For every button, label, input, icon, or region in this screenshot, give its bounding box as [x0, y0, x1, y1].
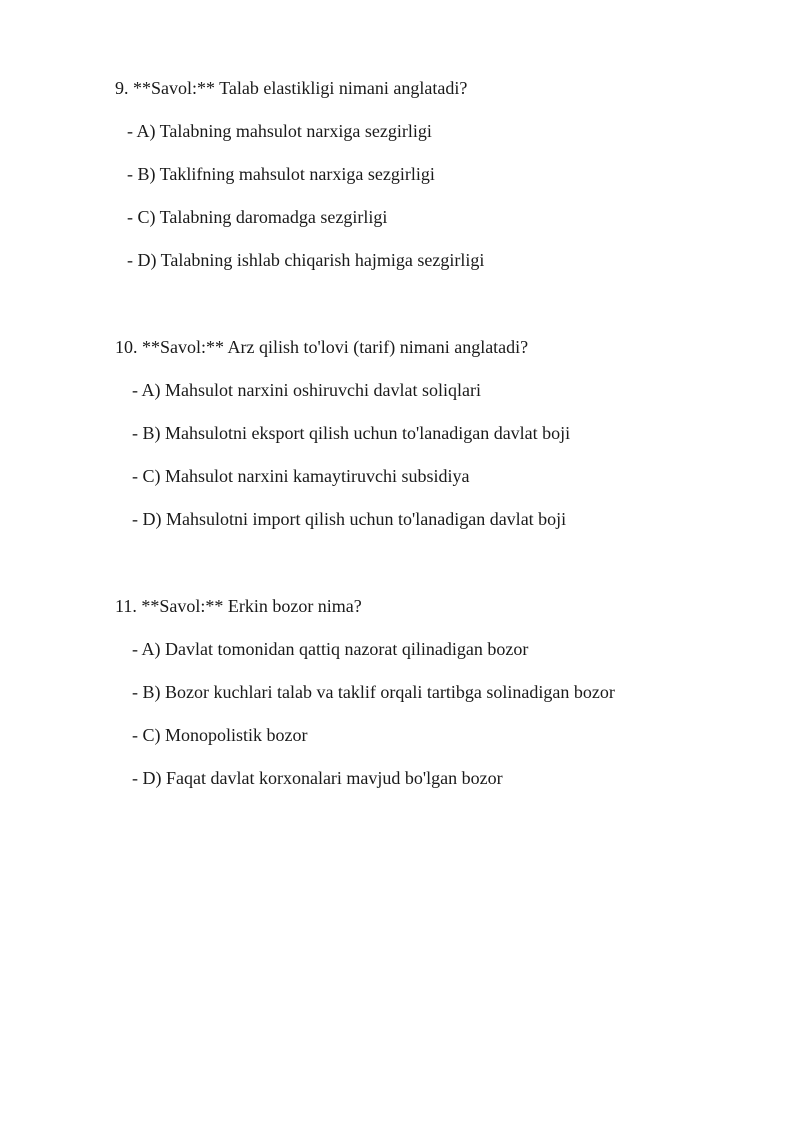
option-a: - A) Talabning mahsulot narxiga sezgirligi — [127, 121, 432, 141]
option-c: - C) Mahsulot narxini kamaytiruvchi subsidiya — [132, 466, 470, 486]
question-text: 9. **Savol:** Talab elastikligi nimani anglatadi? — [115, 78, 468, 98]
option-d: - D) Faqat davlat korxonalari mavjud bo'lgan bozor — [132, 768, 503, 788]
option-a: - A) Mahsulot narxini oshiruvchi davlat soliqlari — [132, 380, 481, 400]
option-b: - B) Bozor kuchlari talab va taklif orqali tartibga solinadigan bozor — [132, 682, 615, 702]
option-a: - A) Davlat tomonidan qattiq nazorat qilinadigan bozor — [132, 639, 529, 659]
option-d: - D) Talabning ishlab chiqarish hajmiga sezgirligi — [127, 250, 485, 270]
option-c: - C) Talabning daromadga sezgirligi — [127, 207, 388, 227]
question-text: 10. **Savol:** Arz qilish to'lovi (tarif) nimani anglatadi? — [115, 337, 529, 357]
question-10 — [115, 337, 755, 529]
option-c: - C) Monopolistik bozor — [132, 725, 308, 745]
option-d: - D) Mahsulotni import qilish uchun to'lanadigan davlat boji — [132, 509, 567, 529]
option-b: - B) Mahsulotni eksport qilish uchun to'lanadigan davlat boji — [132, 423, 571, 443]
question-11 — [115, 596, 755, 788]
question-text: 11. **Savol:** Erkin bozor nima? — [115, 596, 362, 616]
question-9 — [115, 78, 755, 270]
option-b: - B) Taklifning mahsulot narxiga sezgirligi — [127, 164, 435, 184]
